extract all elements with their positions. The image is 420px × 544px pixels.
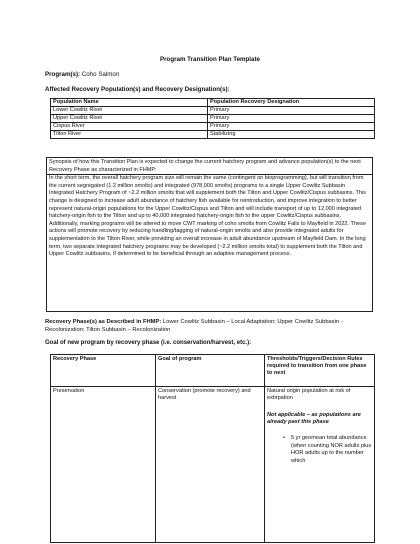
recovery-phases-value: Lower Cowlitz Subbasin – Local Adaptation; Upper Cowlitz Subbasin - Recolonization; Tilton Subbasin – Recolonization: [45, 319, 343, 334]
recovery-phase-cell: Preservation: [51, 387, 156, 543]
affected-populations-heading: Affected Recovery Population(s) and Recovery Designation(s):: [45, 86, 230, 93]
table-row: [51, 115, 375, 123]
recovery-designation: Primary: [208, 107, 375, 115]
header-recovery-designation: Population Recovery Designation: [208, 99, 375, 107]
list-item: [267, 435, 372, 465]
header-thresholds: Thresholds/Triggers/Decision Rules required to transition from one phase to next: [265, 355, 375, 387]
synopsis-body: In the short term, the overall hatchery program size will remain the same (contingent on bioprogramming), but will transition from the current segregated (1.2 million smolts) and integrated (978,000 smolts) programs to a single Upper Cowlitz Subbasin Integrated Hatchery Program of ~2.2 million smolts that will supplement both the Tilton and Upper Cowlitz/Cispus subbasins. This change is designed to increase adult abundance of hatchery fish available for reintroduction, and improve integration to better represent natural-origin populations for the Upper Cowlitz/Cispus and Tilton and will include transport of up to 12,000 integrated hatchery-origin fish to the Tilton and up to 40,000 integrated hatchery-origin fish to the upper Cowlitz/Cispus subbasins. Additionally, marking programs will be altered to move CWT marking of coho smolts from Cowlitz Falls to Mayfield in 2022. These actions will promote recovery by reducing handling/tagging of natural-origin smolts and also provide integrated adults for supplementation to the Tilton River, while providing an overall increase in adult abundance upstream of Mayfield Dam. In the long term, two separate integrated hatchery programs may be developed (~2.2 million smolts total) to supplement both the Tilton and Upper Cowlitz subbasins, if determined to be beneficial through an adaptive management process.: [49, 175, 366, 258]
population-name: Upper Cowlitz River: [51, 115, 208, 123]
population-name: Lower Cowlitz River: [51, 107, 208, 115]
recovery-designation: Primary: [208, 115, 375, 123]
table-row: [51, 387, 375, 543]
synopsis-header: Synopsis of how this Transition Plan is expected to change the current hatchery program and advance population(s) to the next Recovery Phase as characterized in FHMP:: [47, 158, 372, 175]
recovery-phases-paragraph: [45, 318, 375, 334]
header-recovery-phase: Recovery Phase: [51, 355, 156, 387]
population-name: Cispus River: [51, 123, 208, 131]
population-table-header: [51, 99, 375, 107]
programs-line: [45, 71, 119, 78]
goal-cell: Conservation (promote recovery) and harvest: [156, 387, 265, 543]
bullet-text: 5 yr geomean total abundance (when counting NOR adults plus HOR adults up to the number which: [291, 435, 372, 464]
table-row: [51, 107, 375, 115]
table-row: [51, 123, 375, 131]
threshold-note: Not applicable – as populations are already past this phase: [267, 411, 361, 425]
recovery-phases-label: Recovery Phase(s) as Described in FHMP:: [45, 319, 162, 325]
programs-value: Coho Salmon: [81, 71, 120, 78]
population-table: [50, 98, 375, 139]
goal-heading: Goal of new program by recovery phase (i.e. conservation/harvest, etc.):: [45, 340, 252, 346]
recovery-designation: Primary: [208, 123, 375, 131]
document-title: Program Transition Plan Template: [160, 56, 260, 63]
recovery-designation: Stabilizing: [208, 131, 375, 139]
table-row: [51, 131, 375, 139]
header-population-name: Population Name: [51, 99, 208, 107]
synopsis-box: [46, 157, 373, 312]
programs-label: Program(s):: [45, 71, 81, 78]
threshold-cell: [265, 387, 375, 543]
threshold-text: Natural origin population at risk of extirpation: [267, 387, 351, 402]
goal-table: [50, 354, 375, 543]
bullet-icon: •: [283, 435, 285, 442]
header-goal-of-program: Goal of program: [156, 355, 265, 387]
population-name: Tilton River: [51, 131, 208, 139]
goal-table-header: [51, 355, 375, 387]
